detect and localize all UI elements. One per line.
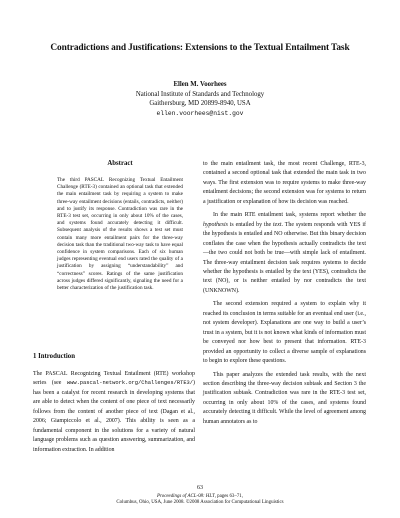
abstract-text: The third PASCAL Recognizing Textual Entailment Challenge (RTE-3) contained an optional task that extended the main entailment task by requiring a system to make three-way entailment decisions (entails, contradicts, neither) and to justify its response. Contradiction was rare in the RTE-3 test set, occurring in only about 10% of the cases, and systems found accurately detecting it difficult. Subsequent analysis of the results shows a test set must contain many more entailment pairs for the three-way decision task than the traditional two-way task to have equal confidence in system comparisons. Each of six human judges representing eventual end users rated the quality of a justification by assigning “understandability” and “correctness” scores. Ratings of the same justification across judges differed significantly, signaling the need for a better characterization of the justification task. (57, 177, 183, 292)
paragraph: The second extension required a system to explain why it reached its conclusion in terms suitable for an eventual end user (i.e., not system developer). Explanations are one way to build a user’s trust in a system, but it is not known what kinds of information must be conveyed nor how best to present that information. RTE-3 provided an opportunity to collect a diverse sample of explanations to begin to explore these questions. (203, 301, 366, 365)
author-email: ellen.voorhees@nist.gov (156, 109, 244, 117)
paper-title: Contradictions and Justifications: Extensions to the Textual Entailment Task (50, 43, 350, 53)
paragraph: In the main RTE entailment task, systems report whether the hypothesis is entailed by the text. The system responds with YES if the hypothesis is entailed and NO otherwise. But this binary decision conflates the case when the hypothesis actually contradicts the text—the two could not both be true—with simple lack of entailment. The three-way entailment decision task requires systems to decide whether the hypothesis is entailed by the text (YES), contradicts the text (NO), or is neither entailed by nor contradicts the text (UNKNOWN). (203, 212, 367, 294)
right-column (203, 160, 366, 431)
proceedings-footer: Proceedings of ACL-08: HLT, pages 63–71, Columbus, Ohio, USA, June 2008. ©2008 Association for Computational Linguistics (116, 494, 284, 506)
author-name: Ellen M. Voorhees (173, 81, 227, 88)
author-affiliation: National Institute of Standards and Technology (135, 90, 265, 98)
introduction-text: The PASCAL Recognizing Textual Entailment (RTE) workshop series (see www.pascal-network.org/Challenges/RTE3/) has been a catalyst for recent research in developing systems that are able to detect when the content of one piece of text necessarily follows from the content of another piece of text (Dagan et al., 2006; Giampiccolo et al., 2007). This ability is seen as a fundamental component in the solutions for a variety of natural language problems such as question answering, summarization, and information extraction. In addition (33, 371, 195, 453)
author-address: Gaithersburg, MD 20899-8940, USA (149, 100, 251, 108)
author-block (60, 80, 340, 118)
abstract-heading: Abstract (107, 160, 133, 167)
section-heading-introduction: 1 Introduction (33, 353, 75, 360)
paragraph: to the main entailment task, the most recent Challenge, RTE-3, contained a second optional task that extended the main task in two ways. The first extension was to require systems to make three-way entailment decisions; the second extension was for systems to return a justification or explanation of how its decision was reached. (203, 161, 366, 205)
paragraph: This paper analyzes the extended task results, with the next section describing the three-way decision subtask and Section 3 the justification subtask. Contradiction was rare in the RTE-3 test set, occurring in only about 10% of the cases, and systems found accurately detecting it difficult. While the level of agreement among human annotators as to (203, 371, 366, 425)
pascal-url-link[interactable]: www.pascal-network.org/Challenges/RTE3/ (66, 380, 194, 387)
page-number: 63 (197, 485, 203, 491)
